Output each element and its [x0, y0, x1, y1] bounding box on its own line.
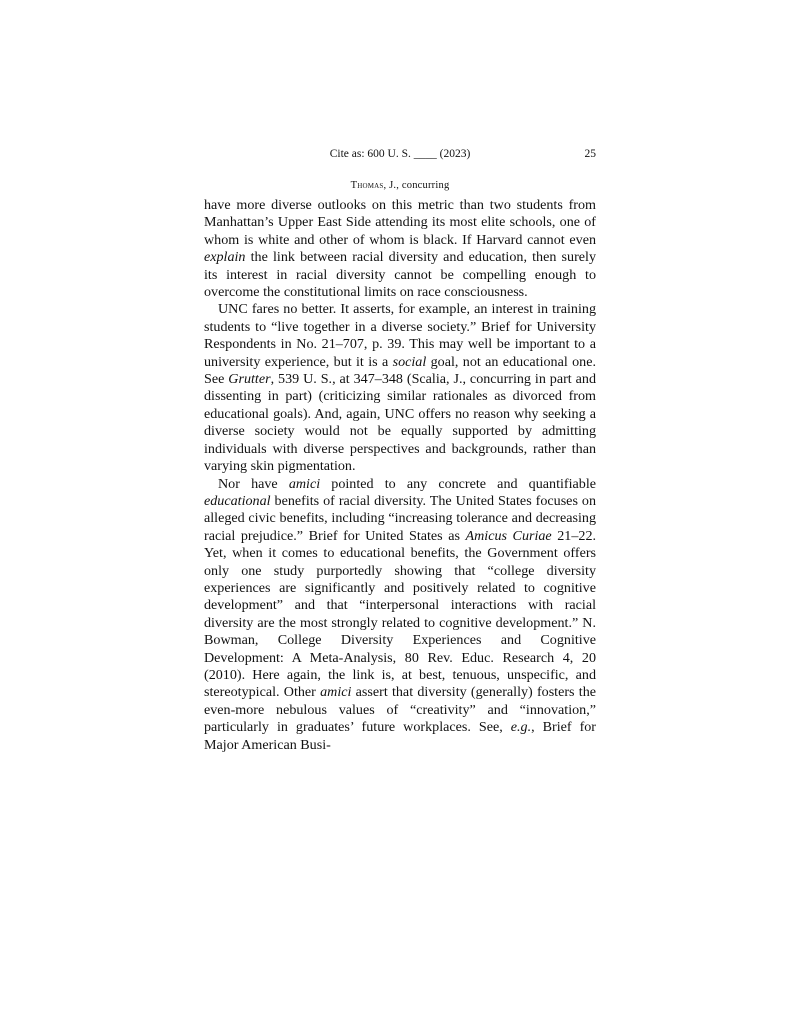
italic-text: social	[392, 353, 427, 370]
text-segment: assert that diversity (generally) fosters the even-more nebulous values of “creativity” and “innovation,” particularly in graduates’ future workplaces. See,	[204, 684, 596, 736]
text-segment: 21–22. Yet, when it comes to educational benefits, the Government offers only one study purportedly showing that “college diversity experiences are significantly and positively related to cognitive development” and that “interpersonal interactions with racial diversity are the most strongly related to cognitive development.” N. Bowman, College Diversity Experiences and Cognitive Development: A Meta-Analysis, 80 Rev. Educ. Research 4, 20 (2010). Here again, the link is, at best, tenuous, unspecific, and stereotypical. Other	[204, 527, 597, 701]
author-name: Thomas	[350, 180, 384, 191]
paragraph	[204, 197, 596, 301]
text-segment: UNC fares no better. It asserts, for example, an interest in training students to “live together in a diverse society.” Brief for University Respondents in No. 21–707, p. 39. This may well be important to a university experience, but it is a	[204, 301, 596, 370]
text-segment: the link between racial diversity and education, then surely its interest in racial diversity cannot be compelling enough to overcome the constitutional limits on race consciousness.	[204, 249, 596, 301]
page-number: 25	[584, 148, 596, 160]
opinion-body	[204, 197, 596, 754]
text-segment: , 539 U. S., at 347–348 (Scalia, J., concurring in part and dissenting in part) (criticizing similar rationales as divorced from educational goals). And, again, UNC offers no reason why seeking a diverse society would not be equally supported by admitting individuals with diverse perspectives and backgrounds, rather than varying skin pigmentation.	[204, 371, 596, 475]
running-header	[204, 148, 596, 166]
text-segment: Nor have	[218, 475, 289, 492]
italic-text: amici	[288, 475, 321, 492]
text-segment: benefits of racial diversity. The United States focuses on alleged civic benefits, including “increasing tolerance and decreasing racial prejudice.” Brief for United States as	[204, 492, 596, 544]
italic-text: amici	[320, 684, 352, 701]
text-segment: have more diverse outlooks on this metric than two students from Manhattan’s Upper East Side attending its most elite schools, one of whom is white and other of whom is black. If Harvard cannot even	[204, 197, 596, 248]
citation-line: Cite as: 600 U. S. ____ (2023)	[329, 148, 471, 160]
author-suffix: , J., concurring	[383, 180, 450, 191]
italic-text: educational	[204, 492, 271, 509]
text-segment: , Brief for Major American Busi-	[204, 719, 597, 753]
paragraph	[204, 476, 596, 755]
italic-text: Amicus Curiae	[465, 527, 552, 544]
author-line	[204, 180, 596, 191]
text-segment: goal, not an educational one. See	[204, 353, 597, 388]
opinion-page	[204, 148, 596, 754]
paragraph	[204, 301, 596, 475]
italic-text: explain	[204, 249, 246, 266]
text-segment: pointed to any concrete and quantifiable	[320, 475, 596, 492]
italic-text: e.g.	[510, 719, 532, 736]
italic-text: Grutter	[228, 371, 271, 388]
